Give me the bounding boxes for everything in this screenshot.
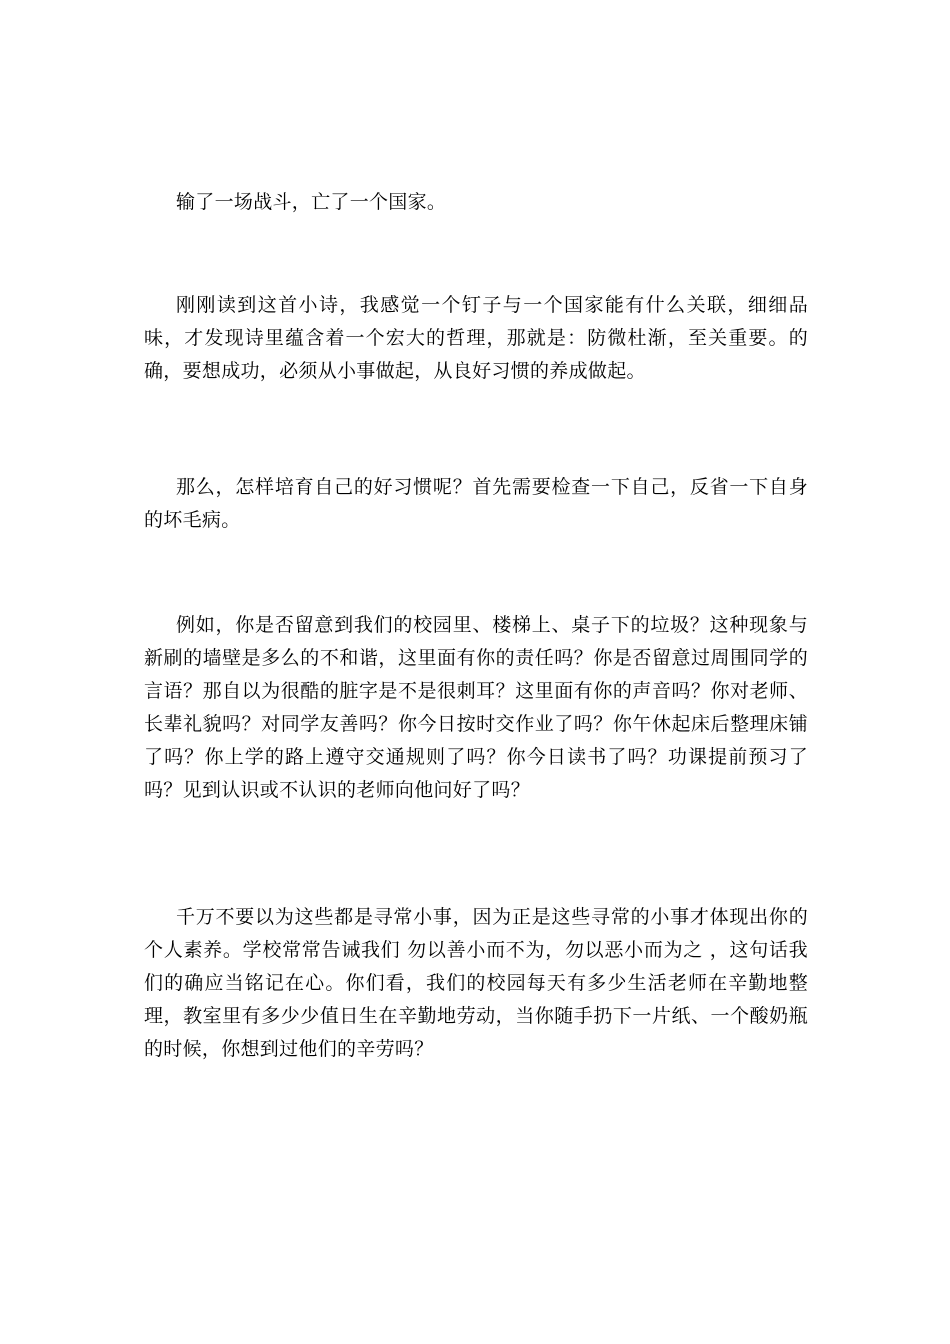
paragraph: 刚刚读到这首小诗，我感觉一个钉子与一个国家能有什么关联，细细品味，才发现诗里蕴含着一个宏大的哲理，那就是：防微杜渐，至关重要。的确，要想成功，必须从小事做起，从良好习惯的养成做起。 (144, 294, 808, 382)
paragraph: 输了一场战斗，亡了一个国家。 (176, 191, 447, 213)
paragraph: 例如，你是否留意到我们的校园里、楼梯上、桌子下的垃圾？这种现象与新刷的墙壁是多么的不和谐，这里面有你的责任吗？你是否留意过周围同学的言语？那自以为很酷的脏字是不是很刺耳？这里面有你的声音吗？你对老师、长辈礼貌吗？对同学友善吗？你今日按时交作业了吗？你午休起床后整理床铺了吗？你上学的路上遵守交通规则了吗？你今日读书了吗？功课提前预习了吗？见到认识或不认识的老师向他问好了吗？ (144, 614, 808, 801)
paragraph: 千万不要以为这些都是寻常小事，因为正是这些寻常的小事才体现出你的个人素养。学校常常告诫我们 勿以善小而不为，勿以恶小而为之 ，这句话我们的确应当铭记在心。你们看，我们的校园每天有多少生活老师在辛勤地整理，教室里有多少少值日生在辛勤地劳动，当你随手扔下一片纸、一个酸奶瓶的时候，你想到过他们的辛劳吗？ (144, 906, 808, 1060)
paragraph: 那么，怎样培育自己的好习惯呢？首先需要检查一下自己，反省一下自身的坏毛病。 (144, 476, 808, 531)
